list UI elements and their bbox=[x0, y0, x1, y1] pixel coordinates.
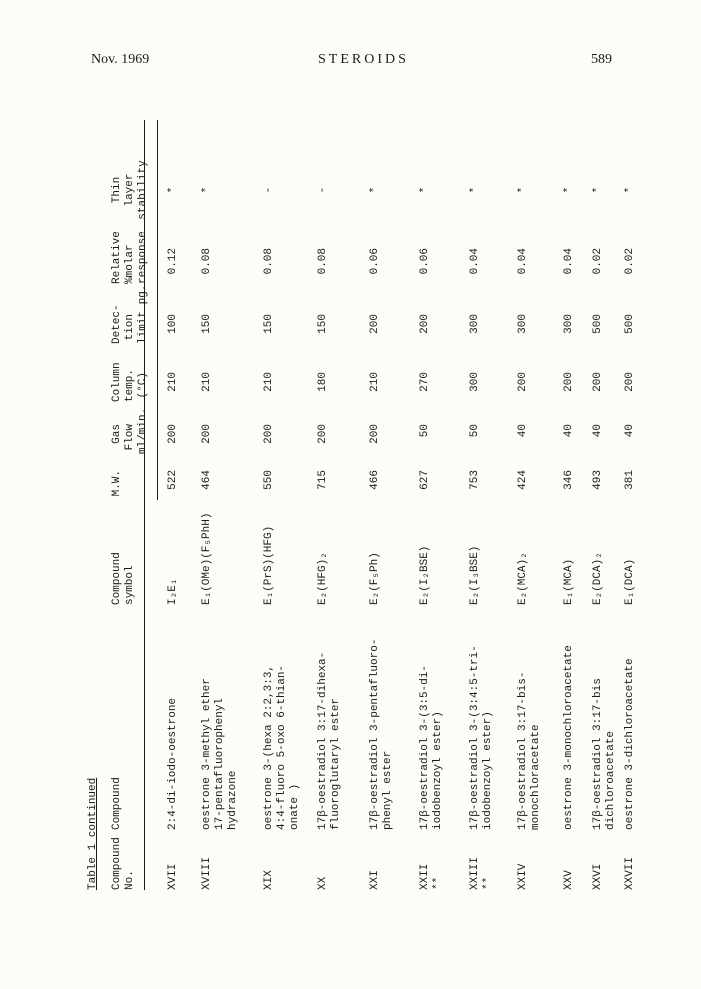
compound-name: oestrone 3-dichloroacetate bbox=[624, 658, 636, 830]
compound-number: XXI bbox=[369, 870, 381, 890]
gas-flow: 40 bbox=[517, 424, 529, 438]
column-header-no: Compound bbox=[111, 837, 123, 890]
detection-limit: 200 bbox=[369, 314, 381, 334]
compound-number: XVII bbox=[167, 863, 179, 890]
page-number: 589 bbox=[591, 52, 612, 67]
unit-rule bbox=[157, 120, 158, 500]
gas-flow: 200 bbox=[201, 424, 213, 444]
compound-symbol: E₂(HFG)₂ bbox=[317, 552, 329, 605]
compound-symbol: E₂(DCA)₂ bbox=[592, 552, 604, 605]
detection-limit: 150 bbox=[201, 314, 213, 334]
relative-molar-response: 0.08 bbox=[263, 248, 275, 275]
column-header-rel: Relative bbox=[111, 231, 123, 284]
compound-symbol: E₁(PrS)(HFG) bbox=[263, 525, 275, 605]
detection-limit: 200 bbox=[419, 314, 431, 334]
molecular-weight: 424 bbox=[517, 470, 529, 490]
molecular-weight: 381 bbox=[624, 470, 636, 490]
running-header-date: Nov. 1969 bbox=[91, 52, 150, 67]
gas-flow: 50 bbox=[419, 424, 431, 438]
compound-name: dichloroacetate bbox=[605, 730, 617, 830]
molecular-weight: 466 bbox=[369, 470, 381, 490]
compound-number: ** bbox=[482, 876, 494, 890]
detection-limit: 100 bbox=[167, 314, 179, 334]
relative-molar-response: 0.02 bbox=[624, 248, 636, 275]
compound-name: oestrone 3-monochloroacetate bbox=[563, 645, 575, 830]
compound-name: 17β-oestradiol 3-(3:5-di- bbox=[419, 664, 431, 830]
thin-layer-stability: * bbox=[592, 186, 604, 194]
compound-name: 17β-oestradiol 3-pentafluoro- bbox=[369, 638, 381, 830]
compound-number: XVIII bbox=[201, 856, 213, 890]
column-header-no: No. bbox=[124, 870, 136, 890]
gas-flow: 40 bbox=[592, 424, 604, 438]
compound-symbol: I₂E₁ bbox=[167, 578, 179, 605]
compound-number: XIX bbox=[263, 870, 275, 890]
gas-flow: 200 bbox=[167, 424, 179, 444]
detection-limit: 300 bbox=[469, 314, 481, 334]
compound-symbol: E₂(MCA)₂ bbox=[517, 552, 529, 605]
thin-layer-stability: * bbox=[624, 186, 636, 194]
column-temperature: 210 bbox=[369, 372, 381, 392]
molecular-weight: 550 bbox=[263, 470, 275, 490]
column-header-temp: Column bbox=[111, 362, 123, 402]
thin-layer-stability: * bbox=[469, 186, 481, 194]
column-temperature: 210 bbox=[201, 372, 213, 392]
compound-name: monochloracetate bbox=[530, 724, 542, 830]
compound-symbol: E₁(DCA) bbox=[624, 558, 636, 605]
compound-number: XXIV bbox=[517, 863, 529, 890]
detection-limit: 500 bbox=[624, 314, 636, 334]
relative-molar-response: 0.04 bbox=[563, 248, 575, 275]
relative-molar-response: 0.02 bbox=[592, 248, 604, 275]
compound-symbol: E₁(MCA) bbox=[563, 558, 575, 605]
column-temperature: 210 bbox=[263, 372, 275, 392]
compound-name: 2:4-di-iodo-oestrone bbox=[167, 697, 179, 830]
thin-layer-stability: - bbox=[317, 186, 329, 194]
column-temperature: 300 bbox=[469, 372, 481, 392]
column-header-temp: (°C) bbox=[137, 372, 149, 399]
column-header-mw: M.W. bbox=[111, 470, 123, 497]
molecular-weight: 464 bbox=[201, 470, 213, 490]
running-header-journal: STEROIDS bbox=[318, 52, 409, 67]
detection-limit: 300 bbox=[563, 314, 575, 334]
column-header-gas: Gas bbox=[111, 424, 123, 444]
column-temperature: 200 bbox=[624, 372, 636, 392]
compound-number: XXVII bbox=[624, 856, 636, 890]
compound-symbol: E₂(I₂BSE) bbox=[419, 545, 431, 605]
thin-layer-stability: - bbox=[263, 186, 275, 194]
compound-name: 17-pentafluorophenyl bbox=[214, 697, 226, 830]
gas-flow: 200 bbox=[263, 424, 275, 444]
column-header-symbol: Compound bbox=[111, 552, 123, 605]
thin-layer-stability: * bbox=[419, 186, 431, 194]
compound-name: 17β-oestradiol 3:17-dihexa- bbox=[317, 651, 329, 830]
relative-molar-response: 0.06 bbox=[419, 248, 431, 275]
molecular-weight: 493 bbox=[592, 470, 604, 490]
gas-flow: 200 bbox=[317, 424, 329, 444]
gas-flow: 50 bbox=[469, 424, 481, 438]
column-header-thin: stability bbox=[137, 160, 149, 220]
column-header-name: Compound bbox=[111, 777, 123, 830]
column-header-thin: Thin bbox=[111, 176, 123, 204]
compound-name: 4:4-fluoro 5-oxo 6-thian- bbox=[276, 664, 288, 830]
compound-number: XX bbox=[317, 876, 329, 890]
column-header-det: tion bbox=[124, 314, 136, 341]
molecular-weight: 627 bbox=[419, 470, 431, 490]
relative-molar-response: 0.04 bbox=[469, 248, 481, 275]
column-header-det: Detec- bbox=[111, 304, 123, 344]
molecular-weight: 753 bbox=[469, 470, 481, 490]
relative-molar-response: 0.04 bbox=[517, 248, 529, 275]
detection-limit: 150 bbox=[317, 314, 329, 334]
gas-flow: 40 bbox=[624, 424, 636, 438]
table-title: Table 1 continued bbox=[87, 777, 99, 890]
compound-name: iodobenzoyl ester) bbox=[482, 711, 494, 830]
column-temperature: 200 bbox=[563, 372, 575, 392]
compound-name: 17β-oestradiol 3:17-bis- bbox=[517, 671, 529, 830]
detection-limit: 150 bbox=[263, 314, 275, 334]
compound-name: fluoroglutaryl ester bbox=[330, 697, 342, 830]
relative-molar-response: 0.08 bbox=[201, 248, 213, 275]
column-temperature: 180 bbox=[317, 372, 329, 392]
column-temperature: 210 bbox=[167, 372, 179, 392]
molecular-weight: 715 bbox=[317, 470, 329, 490]
column-temperature: 270 bbox=[419, 372, 431, 392]
compound-name: iodobenzoyl ester) bbox=[432, 711, 444, 830]
compound-name: phenyl ester bbox=[382, 750, 394, 830]
thin-layer-stability: * bbox=[369, 186, 381, 194]
compound-number: XXVI bbox=[592, 863, 604, 890]
column-header-gas: ml/min. bbox=[137, 407, 149, 454]
gas-flow: 40 bbox=[563, 424, 575, 438]
compound-symbol: E₂(F₅Ph) bbox=[369, 552, 381, 605]
column-header-rel: response bbox=[137, 231, 149, 284]
relative-molar-response: 0.06 bbox=[369, 248, 381, 275]
relative-molar-response: 0.08 bbox=[317, 248, 329, 275]
data-table bbox=[87, 120, 636, 890]
compound-name: onate ) bbox=[289, 783, 301, 830]
thin-layer-stability: * bbox=[201, 186, 213, 194]
column-header-thin: layer bbox=[124, 173, 136, 207]
thin-layer-stability: * bbox=[563, 186, 575, 194]
column-header-symbol: symbol bbox=[124, 565, 136, 605]
compound-name: oestrone 3-methyl ether bbox=[201, 678, 213, 830]
compound-symbol: E₁(OMe)(F₅PhH) bbox=[201, 512, 213, 605]
column-temperature: 200 bbox=[517, 372, 529, 392]
gas-flow: 200 bbox=[369, 424, 381, 444]
column-header-rel: %molar bbox=[124, 244, 136, 284]
compound-name: 17β-oestradiol 3-(3:4:5-tri- bbox=[469, 645, 481, 830]
molecular-weight: 346 bbox=[563, 470, 575, 490]
compound-number: ** bbox=[432, 876, 444, 890]
column-header-det: limit pg. bbox=[137, 284, 149, 344]
column-temperature: 200 bbox=[592, 372, 604, 392]
detection-limit: 500 bbox=[592, 314, 604, 334]
header-rule bbox=[144, 120, 145, 890]
compound-name: 17β-oestradiol 3:17-bis bbox=[592, 678, 604, 830]
compound-number: XXIII bbox=[469, 856, 481, 890]
molecular-weight: 522 bbox=[167, 470, 179, 490]
compound-symbol: E₂(I₃BSE) bbox=[469, 545, 481, 605]
compound-number: XXV bbox=[563, 870, 575, 890]
column-header-gas: Flow bbox=[124, 424, 136, 451]
column-header-temp: temp. bbox=[124, 368, 136, 402]
thin-layer-stability: * bbox=[517, 186, 529, 194]
thin-layer-stability: * bbox=[167, 186, 179, 194]
compound-number: XXII bbox=[419, 863, 431, 890]
compound-name: oestrone 3-(hexa 2:2,3:3, bbox=[263, 664, 275, 830]
detection-limit: 300 bbox=[517, 314, 529, 334]
relative-molar-response: 0.12 bbox=[167, 248, 179, 275]
compound-name: hydrazone bbox=[227, 770, 239, 830]
